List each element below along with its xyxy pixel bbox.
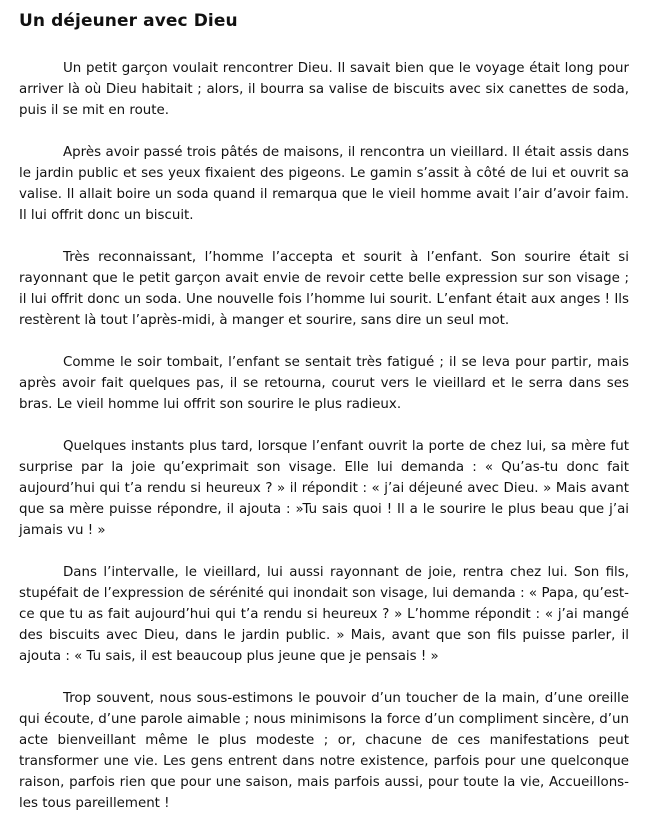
paragraph-spacer (19, 415, 629, 436)
paragraph-6: Dans l’intervalle, le vieillard, lui aussi rayonnant de joie, rentra chez lui. Son fils, stupéfait de l’expression de sérénité qui inondait son visage, lui demanda : « Papa, qu’est-ce que tu as fait aujourd’hui qui t’a rendu si heureux ? » L’homme répondit : « j’ai mangé des biscuits avec Dieu, dans le jardin public. » Mais, avant que son fils puisse parler, il ajouta : « Tu sais, il est beaucoup plus jeune que je pensais ! » (19, 565, 629, 664)
paragraph-5: Quelques instants plus tard, lorsque l’enfant ouvrit la porte de chez lui, sa mère fut surprise par la joie qu’exprimait son visage. Elle lui demanda : « Qu’as-tu donc fait aujourd’hui qui t’a rendu si heureux ? » il répondit : « j’ai déjeuné avec Dieu. » Mais avant que sa mère puisse répondre, il ajouta : »Tu sais quoi ! Il a le sourire le plus beau que j’ai jamais vu ! » (19, 439, 629, 538)
paragraph-spacer (19, 226, 629, 247)
paragraph-spacer (19, 331, 629, 352)
paragraph-spacer (19, 541, 629, 562)
paragraph-spacer (19, 121, 629, 142)
paragraph-7: Trop souvent, nous sous-estimons le pouvoir d’un toucher de la main, d’une oreille qui écoute, d’une parole aimable ; nous minimisons la force d’un compliment sincère, d’un acte bienveillant même le plus modeste ; or, chacune de ces manifestations peut transformer une vie. Les gens entrent dans notre existence, parfois pour une quelconque raison, parfois rien que pour une saison, mais parfois aussi, pour toute la vie, Accueillons-les tous pareillement ! (19, 691, 629, 811)
paragraph-spacer (19, 667, 629, 688)
paragraph-4: Comme le soir tombait, l’enfant se sentait très fatigué ; il se leva pour partir, mais après avoir fait quelques pas, il se retourna, courut vers le vieillard et le serra dans ses bras. Le vieil homme lui offrit son sourire le plus radieux. (19, 355, 629, 412)
document-title: Un déjeuner avec Dieu (19, 11, 238, 31)
paragraph-3: Très reconnaissant, l’homme l’accepta et sourit à l’enfant. Son sourire était si rayonnant que le petit garçon avait envie de revoir cette belle expression sur son visage ; il lui offrit donc un soda. Une nouvelle fois l’homme lui sourit. L’enfant était aux anges ! Ils restèrent là tout l’après-midi, à manger et sourire, sans dire un seul mot. (19, 250, 629, 328)
paragraph-1: Un petit garçon voulait rencontrer Dieu. Il savait bien que le voyage était long pour arriver là où Dieu habitait ; alors, il bourra sa valise de biscuits avec six canettes de soda, puis il se mit en route. (19, 61, 629, 118)
paragraph-2: Après avoir passé trois pâtés de maisons, il rencontra un vieillard. Il était assis dans le jardin public et ses yeux fixaient des pigeons. Le gamin s’assit à côté de lui et ouvrit sa valise. Il allait boire un soda quand il remarqua que le vieil homme avait l’air d’avoir faim. Il lui offrit donc un biscuit. (19, 145, 629, 223)
